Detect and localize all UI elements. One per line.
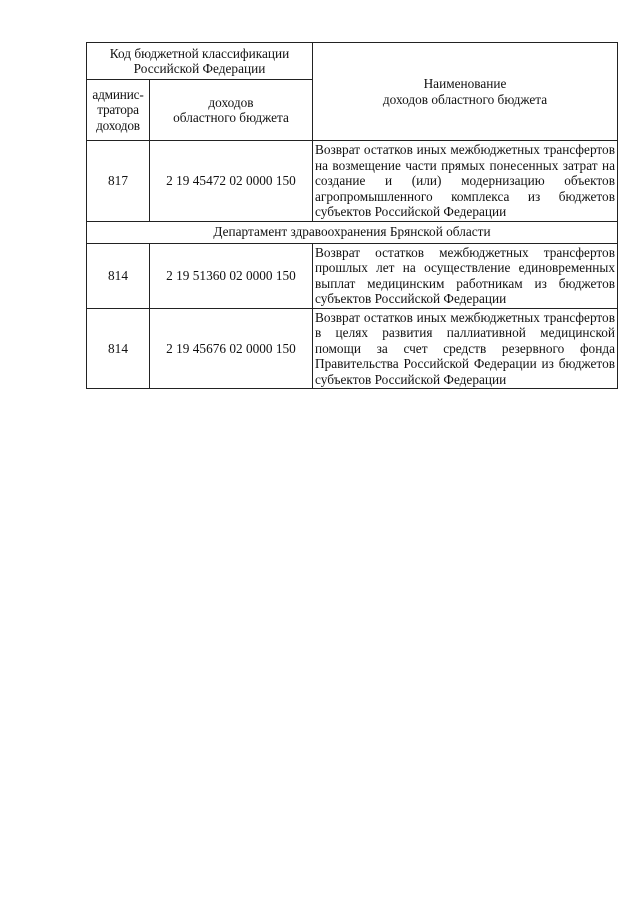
budget-classification-table: [86, 42, 618, 389]
header-admin-line1: админис-: [92, 86, 144, 102]
department-row: [87, 221, 618, 243]
description-cell: Возврат остатков межбюджетных трансфертов прошлых лет на осуществление единовременных выплат медицинским работникам из бюджетов субъектов Российской Федерации: [313, 243, 618, 308]
header-income-code: [150, 80, 313, 141]
header-admin-line2: тратора: [97, 102, 139, 118]
header-group-line1: Код бюджетной классификации: [109, 45, 290, 61]
header-income-line1: доходов: [208, 94, 254, 110]
department-heading: Департамент здравоохранения Брянской области: [87, 221, 618, 243]
header-group-line2: Российской Федерации: [133, 61, 266, 76]
header-income-name: [313, 43, 618, 141]
header-budget-classification-code: [87, 43, 313, 80]
header-name-line2: доходов областного бюджета: [382, 91, 548, 107]
table-row: [87, 243, 618, 308]
header-income-line2: областного бюджета: [173, 110, 289, 125]
income-code-cell: 2 19 45676 02 0000 150: [150, 308, 313, 389]
admin-code-cell: 814: [87, 243, 150, 308]
income-code-cell: 2 19 51360 02 0000 150: [150, 243, 313, 308]
header-row-group: [87, 43, 618, 80]
description-cell: Возврат остатков иных межбюджетных трансфертов в целях развития паллиативной медицинской помощи за счет средств резервного фонда Правительства Российской Федерации из бюджетов субъектов Российской Федерации: [313, 308, 618, 389]
admin-code-cell: 817: [87, 141, 150, 222]
header-admin-line3: доходов: [96, 117, 140, 133]
table-row: [87, 141, 618, 222]
admin-code-cell: 814: [87, 308, 150, 389]
table-row: [87, 308, 618, 389]
header-administrator: [87, 80, 150, 141]
description-cell: Возврат остатков иных межбюджетных трансфертов на возмещение части прямых понесенных затрат на создание и (или) модернизацию объектов агропромышленного комплекса из бюджетов субъектов Российской Федерации: [313, 141, 618, 222]
income-code-cell: 2 19 45472 02 0000 150: [150, 141, 313, 222]
header-name-line1: Наименование: [423, 76, 507, 91]
